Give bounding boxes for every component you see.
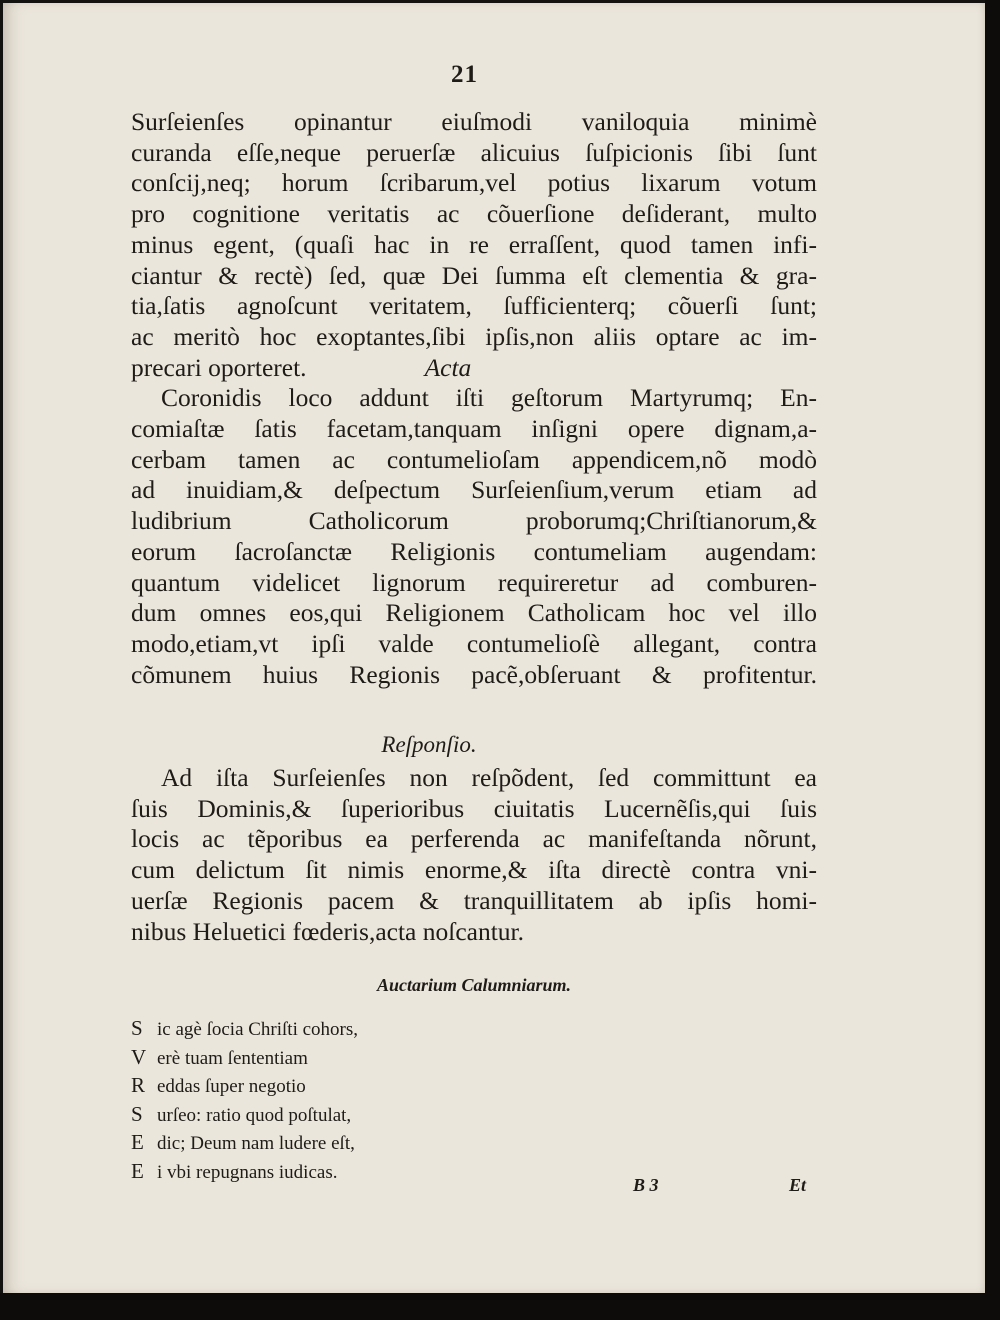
- text-line: ludibrium Catholicorum proborumq;Chriſtianorum,&: [131, 506, 817, 536]
- text-line: modo,etiam,vt ipſi valde contumelioſè allegant, contra: [131, 628, 817, 658]
- text-line: [131, 353, 817, 384]
- verse-text: erè tuam ſententiam: [157, 1047, 308, 1069]
- heading-auctarium: Auctarium Calumniarum.: [376, 975, 572, 995]
- verse-line: [131, 1129, 358, 1158]
- text-line: ciantur & rectè) ſed, quæ Dei ſumma eſt clementia & gra-: [131, 260, 817, 290]
- text-line: quantum videlicet lignorum requireretur ad comburen-: [131, 567, 817, 597]
- heading-responsio: Reſponſio.: [381, 732, 477, 757]
- text-line: Surſeienſes opinantur eiuſmodi vaniloquia minimè: [131, 107, 817, 136]
- text-line: minus egent, (quaſi hac in re erraſſent, quod tamen infi-: [131, 229, 817, 259]
- acrostic-verse: [131, 1015, 358, 1186]
- signature-mark: B 3: [633, 1175, 659, 1195]
- verse-line: [131, 1158, 358, 1187]
- text-line: ac meritò hoc exoptantes,ſibi ipſis,non aliis optare ac im-: [131, 321, 817, 351]
- verse-initial: V: [131, 1044, 147, 1069]
- text-line: Ad iſta Surſeienſes non reſpõdent, ſed committunt ea: [161, 763, 817, 792]
- page-number: 21: [451, 61, 478, 88]
- text-line: curanda eſſe,neque peruerſæ alicuius ſuſpicionis ſibi ſunt: [131, 137, 817, 167]
- paragraph-1: [131, 107, 817, 690]
- text-line: locis ac tẽporibus ea perferenda ac manifeſtanda nõrunt,: [131, 824, 817, 854]
- text-line: cerbam tamen ac contumelioſam appendicem,nõ modò: [131, 444, 817, 474]
- verse-initial: R: [131, 1073, 146, 1097]
- verse-initial: E: [131, 1158, 144, 1183]
- text-line: dum omnes eos,qui Religionem Catholicam hoc vel illo: [131, 598, 817, 628]
- verse-initial: S: [131, 1101, 143, 1126]
- text-line: cõmunem huius Regionis pacẽ,obſeruant & profitentur.: [131, 659, 817, 689]
- verse-line: [131, 1015, 358, 1044]
- book-page: [3, 3, 985, 1293]
- text-line-content: precari oporteret.: [131, 352, 307, 382]
- verse-text: urſeo: ratio quod poſtulat,: [157, 1104, 352, 1126]
- paragraph-3: [131, 763, 817, 947]
- verse-initial: E: [131, 1130, 144, 1154]
- scan-edge-right: [985, 0, 1000, 1320]
- verse-line: [131, 1101, 358, 1130]
- text-line: eorum ſacroſanctæ Religionis contumeliam augendam:: [131, 536, 817, 566]
- scan-edge-bottom: [0, 1293, 1000, 1320]
- inline-catchword: Acta: [424, 352, 472, 382]
- text-line: comiaſtæ ſatis facetam,tanquam inſigni opere dignam,a-: [131, 414, 817, 444]
- verse-text: dic; Deum nam ludere eſt,: [157, 1133, 355, 1154]
- text-line: conſcij,neq; horum ſcribarum,vel potius lixarum votum: [131, 168, 817, 198]
- verse-text: eddas ſuper negotio: [157, 1076, 306, 1097]
- verse-text: i vbi repugnans iudicas.: [157, 1161, 338, 1183]
- text-line: ſuis Dominis,& ſuperioribus ciuitatis Lucernẽſis,qui ſuis: [131, 793, 817, 823]
- text-line: pro cognitione veritatis ac cõuerſione deſiderant, multo: [131, 199, 817, 229]
- text-line: uerſæ Regionis pacem & tranquillitatem ab ipſis homi-: [131, 885, 817, 915]
- verse-initial: S: [131, 1016, 143, 1040]
- text-line: ad inuidiam,& deſpectum Surſeienſium,verum etiam ad: [131, 475, 817, 505]
- verse-line: [131, 1044, 358, 1073]
- text-line: cum delictum ſit nimis enorme,& iſta directè contra vni-: [131, 855, 817, 885]
- text-line: nibus Heluetici fœderis,acta noſcantur.: [131, 916, 524, 946]
- verse-text: ic agè ſocia Chriſti cohors,: [157, 1019, 359, 1040]
- text-line: Coronidis loco addunt iſti geſtorum Martyrumq; En-: [161, 383, 817, 413]
- verse-line: [131, 1072, 358, 1101]
- catchword: Et: [789, 1175, 807, 1195]
- text-line: tia,ſatis agnoſcunt veritatem, ſufficienterq; cõuerſi ſunt;: [131, 291, 817, 321]
